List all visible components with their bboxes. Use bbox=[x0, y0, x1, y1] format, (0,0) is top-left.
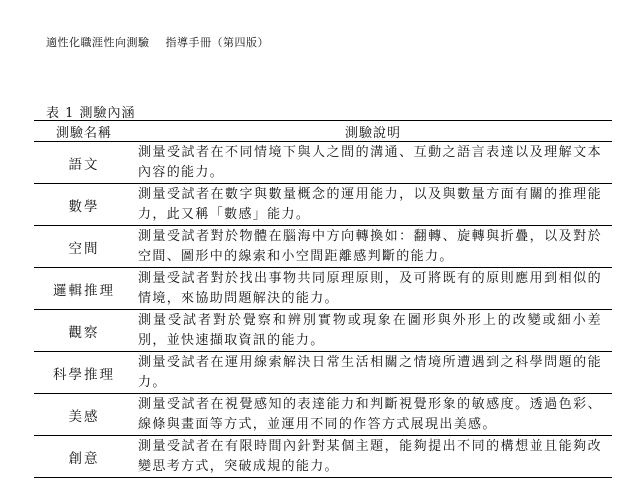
table-row bbox=[34, 394, 612, 436]
test-description-cell: 測量受試者對於物體在腦海中方向轉換如：翻轉、旋轉與折疊，以及對於空間、圖形中的線索和小空間距離感判斷的能力。 bbox=[134, 226, 612, 268]
test-name-cell: 空間 bbox=[34, 226, 134, 268]
test-description-cell: 測量受試者對於找出事物共同原理原則，及可將既有的原則應用到相似的情境，來協助問題解決的能力。 bbox=[134, 268, 612, 310]
test-name-cell: 邏輯推理 bbox=[34, 268, 134, 310]
test-name-cell: 科學推理 bbox=[34, 352, 134, 394]
test-name-cell: 美感 bbox=[34, 394, 134, 436]
test-description-cell: 測量受試者在運用線索解決日常生活相關之情境所遭遇到之科學問題的能力。 bbox=[134, 352, 612, 394]
table-row bbox=[34, 268, 612, 310]
column-header-name: 測驗名稱 bbox=[34, 121, 134, 142]
test-name-cell: 創意 bbox=[34, 436, 134, 478]
table-row bbox=[34, 184, 612, 226]
test-name-cell: 數學 bbox=[34, 184, 134, 226]
table-header-row bbox=[34, 121, 612, 142]
table-row bbox=[34, 226, 612, 268]
running-header bbox=[46, 34, 269, 50]
test-description-cell: 測量受試者在有限時間內針對某個主題，能夠提出不同的構想並且能夠改變思考方式，突破成規的能力。 bbox=[134, 436, 612, 478]
test-content-table bbox=[34, 120, 612, 478]
test-name-cell: 觀察 bbox=[34, 310, 134, 352]
table-row bbox=[34, 352, 612, 394]
manual-title: 適性化職涯性向測驗 bbox=[46, 36, 150, 49]
manual-subtitle: 指導手冊（第四版） bbox=[165, 36, 269, 49]
test-description-cell: 測量受試者對於覺察和辨別實物或現象在圖形與外形上的改變或細小差別，並快速擷取資訊的能力。 bbox=[134, 310, 612, 352]
table-row bbox=[34, 436, 612, 478]
table-row bbox=[34, 142, 612, 184]
test-description-cell: 測量受試者在數字與數量概念的運用能力，以及與數量方面有關的推理能力，此又稱「數感」能力。 bbox=[134, 184, 612, 226]
test-name-cell: 語文 bbox=[34, 142, 134, 184]
column-header-description: 測驗說明 bbox=[134, 121, 612, 142]
table-row bbox=[34, 310, 612, 352]
table-caption: 表 1 測驗內涵 bbox=[46, 106, 136, 121]
test-description-cell: 測量受試者在不同情境下與人之間的溝通、互動之語言表達以及理解文本內容的能力。 bbox=[134, 142, 612, 184]
test-description-cell: 測量受試者在視覺感知的表達能力和判斷視覺形象的敏感度。透過色彩、線條與畫面等方式，並運用不同的作答方式展現出美感。 bbox=[134, 394, 612, 436]
